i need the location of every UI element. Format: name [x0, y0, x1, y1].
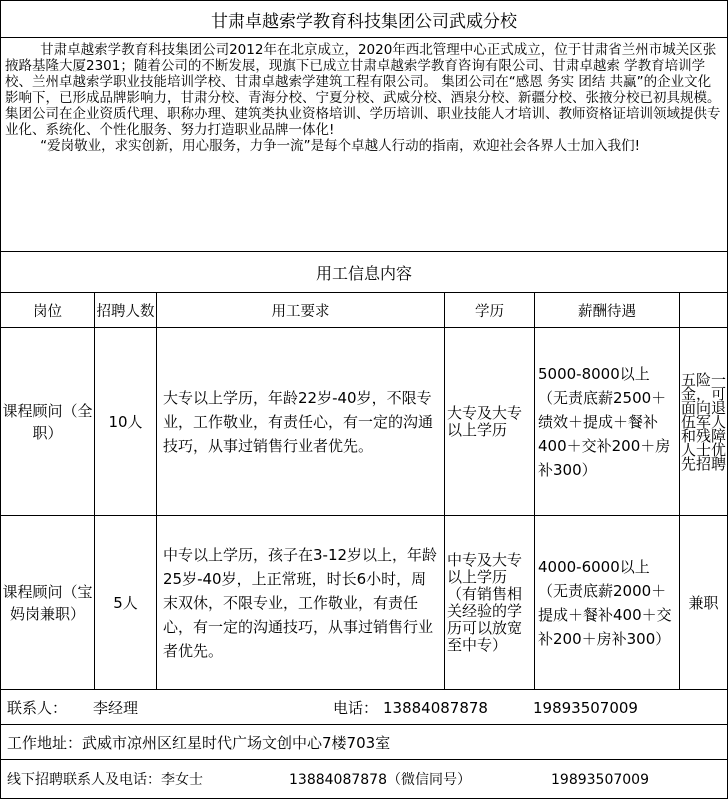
- table-header-row: [1, 293, 728, 328]
- intro-paragraph-1: 甘肃卓越索学教育科技集团公司2012年在北京成立，2020年西北管理中心正式成立，位于甘肃省兰州市城关区张掖路基隆大厦2301；随着公司的不断发展，现旗下已成立甘肃卓越索学教育咨询有限公司、甘肃卓越索 学教育培训学校、兰州卓越索学职业技能培训学校、甘肃卓越索学建筑工程有限公司。 集团公司在“感恩 务实 团结 共赢”的企业文化影响下，已形成品牌影响力，甘肃分校、青海分校、宁夏分校、武威分校、酒泉分校、新疆分校、张掖分校已初具规模。集团公司在企业资质代理、职称办理、建筑类执业资格培训、学历培训、职业技能人才培训、教师资格证培训领域提供专业化、系统化、个性化服务、努力打造职业品牌一体化!: [5, 42, 721, 138]
- table-row: [1, 328, 728, 516]
- requirements-cell: 中专以上学历，孩子在3-12岁以上，年龄25岁-40岁，上正常班，时长6小时，周末双休，不限专业，工作敬业，有责任心，有一定的沟通技巧，从事过销售行业者优先。: [157, 516, 445, 690]
- offline-phone-2: 19893507009: [551, 772, 649, 788]
- requirements-cell: 大专以上学历，年龄22岁-40岁，不限专业，工作敬业，有责任心，有一定的沟通技巧，从事过销售行业者优先。: [157, 328, 445, 516]
- table-row: [1, 516, 728, 690]
- count-cell: 5人: [95, 516, 157, 690]
- address-value: 武威市凉州区红星时代广场文创中心7楼703室: [82, 733, 391, 752]
- offline-contact-row: [1, 760, 728, 799]
- phone-label: 电话：: [333, 698, 379, 717]
- header-count: 招聘人数: [95, 293, 157, 328]
- count-cell: 10人: [95, 328, 157, 516]
- header-requirements: 用工要求: [157, 293, 445, 328]
- phone-number-2: 19893507009: [533, 698, 638, 717]
- phone-number-1: 13884087878: [383, 698, 488, 717]
- position-cell: 课程顾问（全职）: [1, 328, 95, 516]
- contact-name: 李经理: [93, 698, 139, 717]
- header-education: 学历: [445, 293, 535, 328]
- address-row: [1, 725, 728, 760]
- intro-paragraph-2: “爱岗敬业，求实创新，用心服务，力争一流”是每个卓越人行动的指南，欢迎社会各界人士加入我们!: [40, 138, 640, 154]
- contact-row: [1, 690, 728, 725]
- note-cell: 兼职: [680, 516, 728, 690]
- salary-cell: 5000-8000以上（无责底薪2500＋绩效＋提成＋餐补400＋交补200＋房补300）: [535, 328, 680, 516]
- header-note: [680, 293, 728, 328]
- address-label: 工作地址：: [7, 733, 83, 752]
- education-cell: 中专及大专以上学历（有销售相关经验的学历可以放宽至中专）: [445, 516, 535, 690]
- position-cell: 课程顾问（宝妈岗兼职）: [1, 516, 95, 690]
- offline-contact-label: 线下招聘联系人及电话：李女士: [7, 772, 203, 788]
- section-title: 用工信息内容: [1, 252, 728, 293]
- header-position: 岗位: [1, 293, 95, 328]
- page-title: 甘肃卓越索学教育科技集团公司武威分校: [1, 1, 728, 38]
- salary-cell: 4000-6000以上（无责底薪2000＋提成＋餐补400＋交补200＋房补300）: [535, 516, 680, 690]
- contact-label: 联系人：: [7, 698, 68, 717]
- company-intro: [1, 38, 728, 252]
- header-salary: 薪酬待遇: [535, 293, 680, 328]
- education-cell: 大专及大专以上学历: [445, 328, 535, 516]
- note-cell: 五险一金，可面向退伍军人和残障人士优先招聘: [680, 328, 728, 516]
- offline-phone-1: 13884087878（微信同号）: [289, 772, 471, 788]
